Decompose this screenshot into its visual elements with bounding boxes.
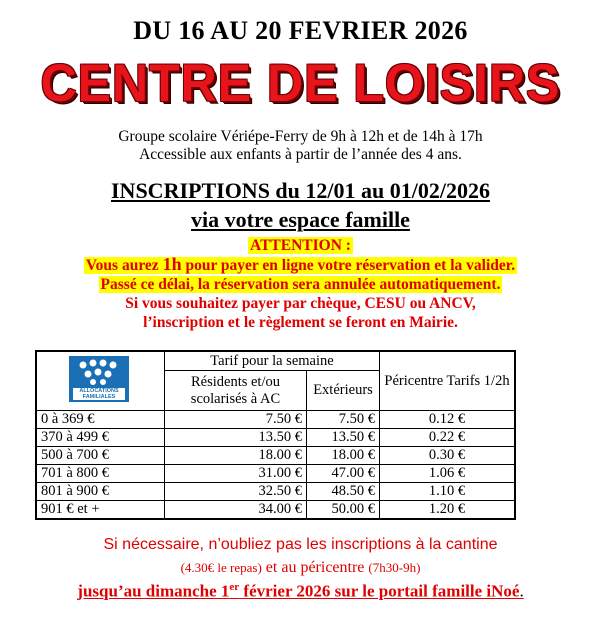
cell-res: 31.00 € — [165, 465, 307, 483]
event-dates: DU 16 AU 20 FEVRIER 2026 — [133, 16, 468, 45]
table-row — [36, 465, 515, 483]
footer-price-line — [0, 559, 601, 577]
attention-line1 — [84, 254, 517, 274]
cell-range: 701 à 800 € — [36, 465, 165, 483]
cell-ext: 7.50 € — [307, 411, 380, 429]
cell-ext: 18.00 € — [307, 447, 380, 465]
cell-ext: 48.50 € — [307, 483, 380, 501]
attention-line2: Passé ce délai, la réservation sera annulée automatiquement. — [100, 276, 501, 293]
footer-deadline-sup: er — [229, 581, 240, 593]
cell-ext: 50.00 € — [307, 501, 380, 520]
attention-block — [0, 236, 601, 332]
table-row — [36, 429, 515, 447]
table-row — [36, 483, 515, 501]
attention-line4: l’inscription et le règlement se feront en Mairie. — [143, 314, 458, 331]
caf-logo-cell — [36, 351, 165, 411]
attention-line1-hour: 1h — [162, 254, 182, 274]
via-title: via votre espace famille — [191, 207, 410, 232]
info-block — [0, 128, 601, 164]
cell-res: 7.50 € — [165, 411, 307, 429]
footer-peri-hours: (7h30-9h) — [368, 560, 421, 575]
cell-res: 13.50 € — [165, 429, 307, 447]
cell-range: 0 à 369 € — [36, 411, 165, 429]
cell-range: 901 € et + — [36, 501, 165, 520]
caf-logo-text: ALLOCATIONS FAMILIALES — [79, 388, 119, 400]
cell-peri: 0.30 € — [380, 447, 516, 465]
age-line: Accessible aux enfants à partir de l’année des 4 ans. — [139, 146, 462, 163]
cell-res: 34.00 € — [165, 501, 307, 520]
header-week: Tarif pour la semaine — [165, 351, 380, 371]
footer-deadline-line — [0, 581, 601, 602]
header-peri: Péricentre Tarifs 1/2h — [380, 351, 516, 411]
footer-deadline-b: février 2026 sur le portail famille iNoé — [239, 581, 520, 601]
cell-peri: 0.22 € — [380, 429, 516, 447]
table-row — [36, 447, 515, 465]
table-row — [36, 501, 515, 520]
attention-line3: Si vous souhaitez payer par chèque, CESU ou ANCV, — [125, 295, 476, 312]
cell-range: 370 à 499 € — [36, 429, 165, 447]
attention-line1-a: Vous aurez — [85, 257, 163, 274]
cell-range: 500 à 700 € — [36, 447, 165, 465]
footer-cantine-line: Si nécessaire, n’oubliez pas les inscriptions à la cantine — [103, 536, 498, 553]
cell-res: 32.50 € — [165, 483, 307, 501]
footer-period: . — [519, 581, 524, 601]
cell-peri: 0.12 € — [380, 411, 516, 429]
footer-meal-price: (4.30€ le repas) — [180, 560, 262, 575]
footer-peri-text: et au péricentre — [261, 559, 369, 576]
cell-peri: 1.20 € — [380, 501, 516, 520]
tarif-table — [35, 350, 516, 520]
footer-deadline-a: jusqu’au dimanche 1 — [77, 581, 230, 601]
attention-label: ATTENTION : — [250, 237, 351, 254]
cell-ext: 13.50 € — [307, 429, 380, 447]
attention-line1-c: pour payer en ligne votre réservation et la valider. — [181, 257, 516, 274]
main-title: CENTRE DE LOISIRS — [40, 53, 561, 113]
cell-peri: 1.10 € — [380, 483, 516, 501]
cell-peri: 1.06 € — [380, 465, 516, 483]
cell-range: 801 à 900 € — [36, 483, 165, 501]
cell-res: 18.00 € — [165, 447, 307, 465]
header-res: Résidents et/ou scolarisés à AC — [165, 371, 307, 411]
table-row — [36, 411, 515, 429]
schedule-line: Groupe scolaire Vériépe-Ferry de 9h à 12h et de 14h à 17h — [118, 128, 483, 145]
cell-ext: 47.00 € — [307, 465, 380, 483]
header-ext: Extérieurs — [307, 371, 380, 411]
inscriptions-title: INSCRIPTIONS du 12/01 au 01/02/2026 — [111, 178, 490, 203]
